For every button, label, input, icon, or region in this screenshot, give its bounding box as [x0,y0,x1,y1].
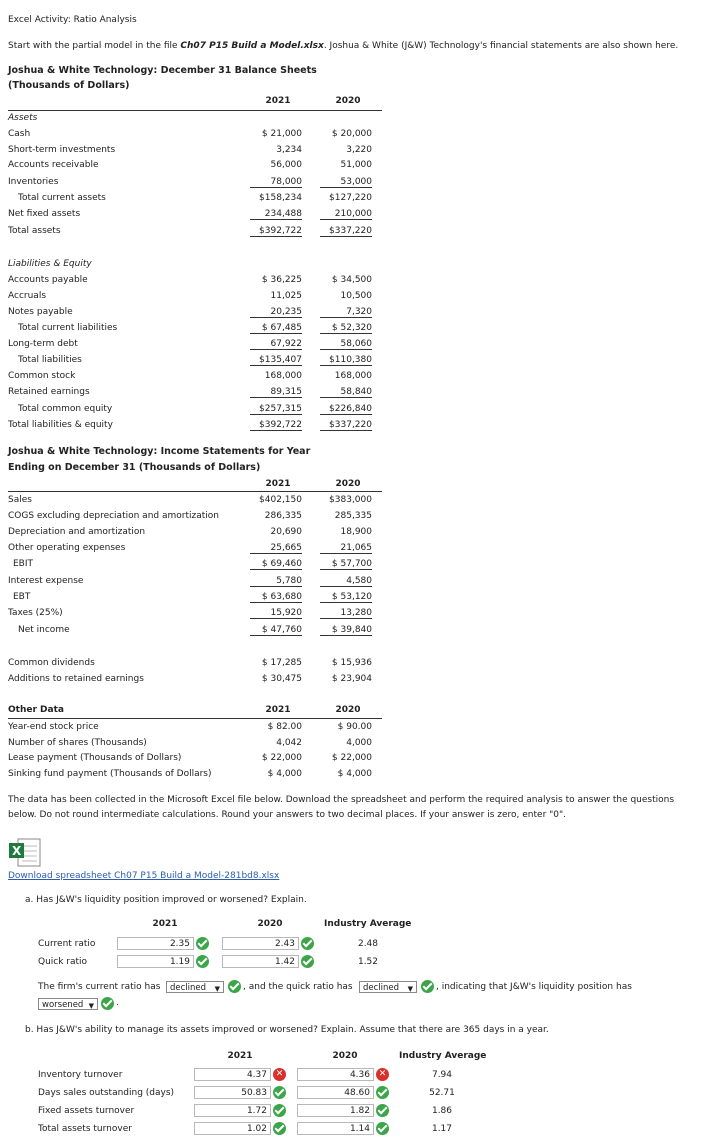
instructions-line2: below. Do not round intermediate calculations. Round your answers to two decimal places. If your answer is zero, enter "0". [8,810,566,820]
download-link[interactable]: Download spreadsheet Ch07 P15 Build a Model-281bd8.xlsx [8,871,280,881]
liab-row-label: Notes payable [8,307,73,317]
current-ratio-trend-select[interactable] [166,981,224,993]
income-extra-row-value-2020: $ 15,936 [331,658,372,668]
income-row-value-2020: $383,000 [329,495,372,505]
balance-sheet-subtitle: (Thousands of Dollars) [8,80,130,91]
answer-row-label: Quick ratio [38,957,88,967]
other-data-row-label: Year-end stock price [8,722,99,732]
od-year-2021: 2021 [265,705,291,715]
assets-row-value-2021: 234,488 [250,209,302,220]
intro-text [8,41,678,51]
income-row-value-2021: $402,150 [259,495,302,505]
other-data-row-value-2020: $ 22,000 [331,753,372,763]
industry-average-value: 52.71 [429,1088,455,1098]
other-data-row-label: Sinking fund payment (Thousands of Dollars) [8,769,212,779]
income-row-value-2021: 25,665 [250,543,302,554]
balance-sheet-title: Joshua & White Technology: December 31 Balance Sheets [8,65,317,76]
liab-row-value-2021: 11,025 [270,291,302,301]
income-extra-row-value-2021: $ 17,285 [261,658,302,668]
other-data-title: Other Data [8,705,64,715]
income-extra-row-label: Common dividends [8,658,95,668]
liab-row-label: Total liabilities [18,355,82,365]
answer-input-2020[interactable]: 48.60 [297,1086,374,1099]
answer-row-label: Total assets turnover [38,1124,132,1134]
check-icon [196,937,209,950]
liquidity-trend-select[interactable] [38,998,98,1010]
liab-row-value-2020: 58,840 [320,387,372,398]
income-row-value-2020: 285,335 [334,511,372,521]
chevron-down-icon: ▼ [407,985,413,993]
liab-row-value-2020: $ 52,320 [320,323,372,334]
income-row-value-2021: $ 69,460 [250,559,302,570]
excel-file-icon[interactable] [8,838,32,866]
income-row-value-2021: 5,780 [250,576,302,587]
income-statement-subtitle: Ending on December 31 (Thousands of Dollars) [8,462,261,473]
bs-year-2020: 2020 [335,96,361,106]
answer-input-2021[interactable]: 50.83 [194,1086,271,1099]
assets-row-value-2021: $ 21,000 [261,129,302,139]
income-row-label: EBIT [13,559,34,569]
assets-row-label: Total assets [8,226,61,236]
assets-row-label: Total current assets [18,193,106,203]
assets-row-value-2021: $392,722 [250,226,302,237]
qa-sentence-2: , and the quick ratio has [243,982,353,992]
liab-row-value-2020: 58,060 [320,339,372,350]
income-row-value-2020: 18,900 [340,527,372,537]
assets-row-value-2020: $337,220 [320,226,372,237]
check-icon [301,955,314,968]
svg-text:X: X [12,844,22,858]
other-data-row-value-2021: $ 82.00 [267,722,302,732]
qa-col-2020: 2020 [257,919,283,929]
assets-row-label: Accounts receivable [8,160,99,170]
other-data-row-value-2020: 4,000 [346,738,372,748]
other-data-row-value-2021: $ 22,000 [261,753,302,763]
chevron-down-icon: ▼ [214,985,220,993]
qa-col-2021: 2021 [152,919,178,929]
bs-year-2021: 2021 [265,96,291,106]
answer-input-2020[interactable]: 1.14 [297,1122,374,1135]
is-year-2021: 2021 [265,479,291,489]
liabilities-heading: Liabilities & Equity [8,259,92,269]
qb-col-industry: Industry Average [399,1051,487,1061]
other-data-row-label: Lease payment (Thousands of Dollars) [8,753,182,763]
liab-row-label: Long-term debt [8,339,78,349]
income-row-label: Net income [18,625,70,635]
qa-sentence-3: , indicating that J&W's liquidity position has [436,982,632,992]
industry-average-value: 1.86 [431,1106,453,1116]
liab-row-label: Total common equity [18,404,113,414]
assets-row-value-2020: 210,000 [320,209,372,220]
check-icon [301,937,314,950]
answer-input-2021[interactable]: 1.19 [117,955,194,968]
liab-row-label: Accounts payable [8,275,88,285]
answer-row-label: Current ratio [38,939,96,949]
liab-row-value-2021: $135,407 [250,355,302,366]
answer-input-2020[interactable]: 2.43 [222,937,299,950]
instructions-line1: The data has been collected in the Microsoft Excel file below. Download the spreadsheet and perform the required analysis to answer the questions [8,795,675,805]
assets-row-label: Net fixed assets [8,209,81,219]
liab-row-label: Accruals [8,291,47,301]
income-extra-row-label: Additions to retained earnings [8,674,144,684]
check-icon [228,980,241,993]
answer-input-2021[interactable]: 2.35 [117,937,194,950]
liab-row-value-2021: $257,315 [250,404,302,415]
intro-prefix: Start with the partial model in the file [8,41,181,51]
income-row-label: Sales [8,495,32,505]
qb-col-2021: 2021 [227,1051,253,1061]
assets-row-value-2020: 53,000 [320,177,372,188]
liab-row-label: Total liabilities & equity [8,420,113,430]
income-row-value-2020: $ 57,700 [320,559,372,570]
error-icon: ✕ [273,1068,286,1081]
income-row-value-2021: 20,690 [270,527,302,537]
income-row-label: Interest expense [8,576,84,586]
income-row-label: Other operating expenses [8,543,126,553]
check-icon [273,1086,286,1099]
income-row-value-2021: $ 63,680 [250,592,302,603]
bs-header-rule [8,110,382,111]
liab-row-value-2020: $ 34,500 [331,275,372,285]
check-icon [376,1104,389,1117]
assets-row-value-2020: 3,220 [346,145,372,155]
intro-suffix: . Joshua & White (J&W) Technology's financial statements are also shown here. [323,41,679,51]
quick-ratio-trend-value: declined [363,983,400,993]
check-icon [376,1086,389,1099]
quick-ratio-trend-select[interactable] [359,981,417,993]
answer-input-2021[interactable]: 1.72 [194,1104,271,1117]
liab-row-value-2020: 168,000 [334,371,372,381]
assets-row-value-2021: $158,234 [259,193,302,203]
industry-average-value: 1.52 [357,957,379,967]
activity-title: Excel Activity: Ratio Analysis [8,15,137,25]
check-icon [421,980,434,993]
assets-row-value-2020: $ 20,000 [331,129,372,139]
od-year-2020: 2020 [335,705,361,715]
answer-row-label: Days sales outstanding (days) [38,1088,175,1098]
assets-row-label: Cash [8,129,31,139]
qb-col-2020: 2020 [332,1051,358,1061]
current-ratio-trend-value: declined [170,983,207,993]
assets-row-label: Inventories [8,177,59,187]
liab-row-value-2020: $110,380 [320,355,372,366]
liab-row-label: Total current liabilities [18,323,118,333]
liquidity-trend-value: worsened [42,1000,84,1010]
liab-row-value-2020: $337,220 [320,420,372,431]
liab-row-value-2021: 67,922 [250,339,302,350]
liab-row-value-2021: $392,722 [250,420,302,431]
is-year-2020: 2020 [335,479,361,489]
income-row-value-2020: 4,580 [320,576,372,587]
assets-row-value-2021: 78,000 [250,177,302,188]
assets-row-value-2020: 51,000 [340,160,372,170]
other-data-row-value-2020: $ 90.00 [337,722,372,732]
income-row-value-2020: 13,280 [320,608,372,619]
intro-file: Ch07 P15 Build a Model.xlsx [180,41,324,51]
error-icon: ✕ [376,1068,389,1081]
other-data-row-value-2020: $ 4,000 [337,769,372,779]
income-row-value-2021: $ 47,760 [250,625,302,636]
answer-input-2020[interactable]: 4.36 [297,1068,374,1081]
qa-end: . [116,998,119,1008]
check-icon [273,1104,286,1117]
income-extra-row-value-2021: $ 30,475 [261,674,302,684]
other-data-row-label: Number of shares (Thousands) [8,738,147,748]
answer-row-label: Fixed assets turnover [38,1106,135,1116]
other-data-row-value-2021: 4,042 [276,738,302,748]
income-row-value-2021: 15,920 [250,608,302,619]
liab-row-value-2020: 10,500 [340,291,372,301]
assets-heading: Assets [8,113,38,123]
liab-row-value-2021: 20,235 [250,307,302,318]
answer-row-label: Inventory turnover [38,1070,123,1080]
check-icon [273,1122,286,1135]
liab-row-value-2021: 89,315 [250,387,302,398]
check-icon [376,1122,389,1135]
assets-row-value-2021: 3,234 [276,145,302,155]
check-icon [196,955,209,968]
assets-row-value-2020: $127,220 [329,193,372,203]
industry-average-value: 7.94 [431,1070,453,1080]
liab-row-value-2021: $ 36,225 [261,275,302,285]
answer-input-2020[interactable]: 1.82 [297,1104,374,1117]
income-row-value-2020: $ 39,840 [320,625,372,636]
industry-average-value: 1.17 [431,1124,453,1134]
liab-row-value-2020: 7,320 [320,307,372,318]
answer-input-2020[interactable]: 1.42 [222,955,299,968]
income-row-value-2021: 286,335 [264,511,302,521]
answer-input-2021[interactable]: 1.02 [194,1122,271,1135]
other-data-row-value-2021: $ 4,000 [267,769,302,779]
question-a-text: a. Has J&W's liquidity position improved or worsened? Explain. [25,895,307,905]
is-header-rule [8,491,382,492]
income-row-value-2020: 21,065 [320,543,372,554]
check-icon [101,997,114,1010]
income-row-value-2020: $ 53,120 [320,592,372,603]
income-row-label: Taxes (25%) [8,608,63,618]
income-statement-title: Joshua & White Technology: Income Statements for Year [8,446,311,457]
liab-row-label: Common stock [8,371,76,381]
liab-row-value-2020: $226,840 [320,404,372,415]
income-row-label: COGS excluding depreciation and amortization [8,511,219,521]
qa-sentence-1: The firm's current ratio has [38,982,161,992]
qa-col-industry: Industry Average [324,919,412,929]
answer-input-2021[interactable]: 4.37 [194,1068,271,1081]
income-extra-row-value-2020: $ 23,904 [331,674,372,684]
industry-average-value: 2.48 [357,939,379,949]
od-header-rule [8,718,382,719]
assets-row-label: Short-term investments [8,145,116,155]
liab-row-value-2021: $ 67,485 [250,323,302,334]
assets-row-value-2021: 56,000 [270,160,302,170]
liab-row-value-2021: 168,000 [264,371,302,381]
question-b-text: b. Has J&W's ability to manage its assets improved or worsened? Explain. Assume that there are 365 days in a year. [25,1025,549,1035]
chevron-down-icon: ▼ [88,1002,94,1010]
income-row-label: Depreciation and amortization [8,527,146,537]
liab-row-label: Retained earnings [8,387,90,397]
income-row-label: EBT [13,592,31,602]
